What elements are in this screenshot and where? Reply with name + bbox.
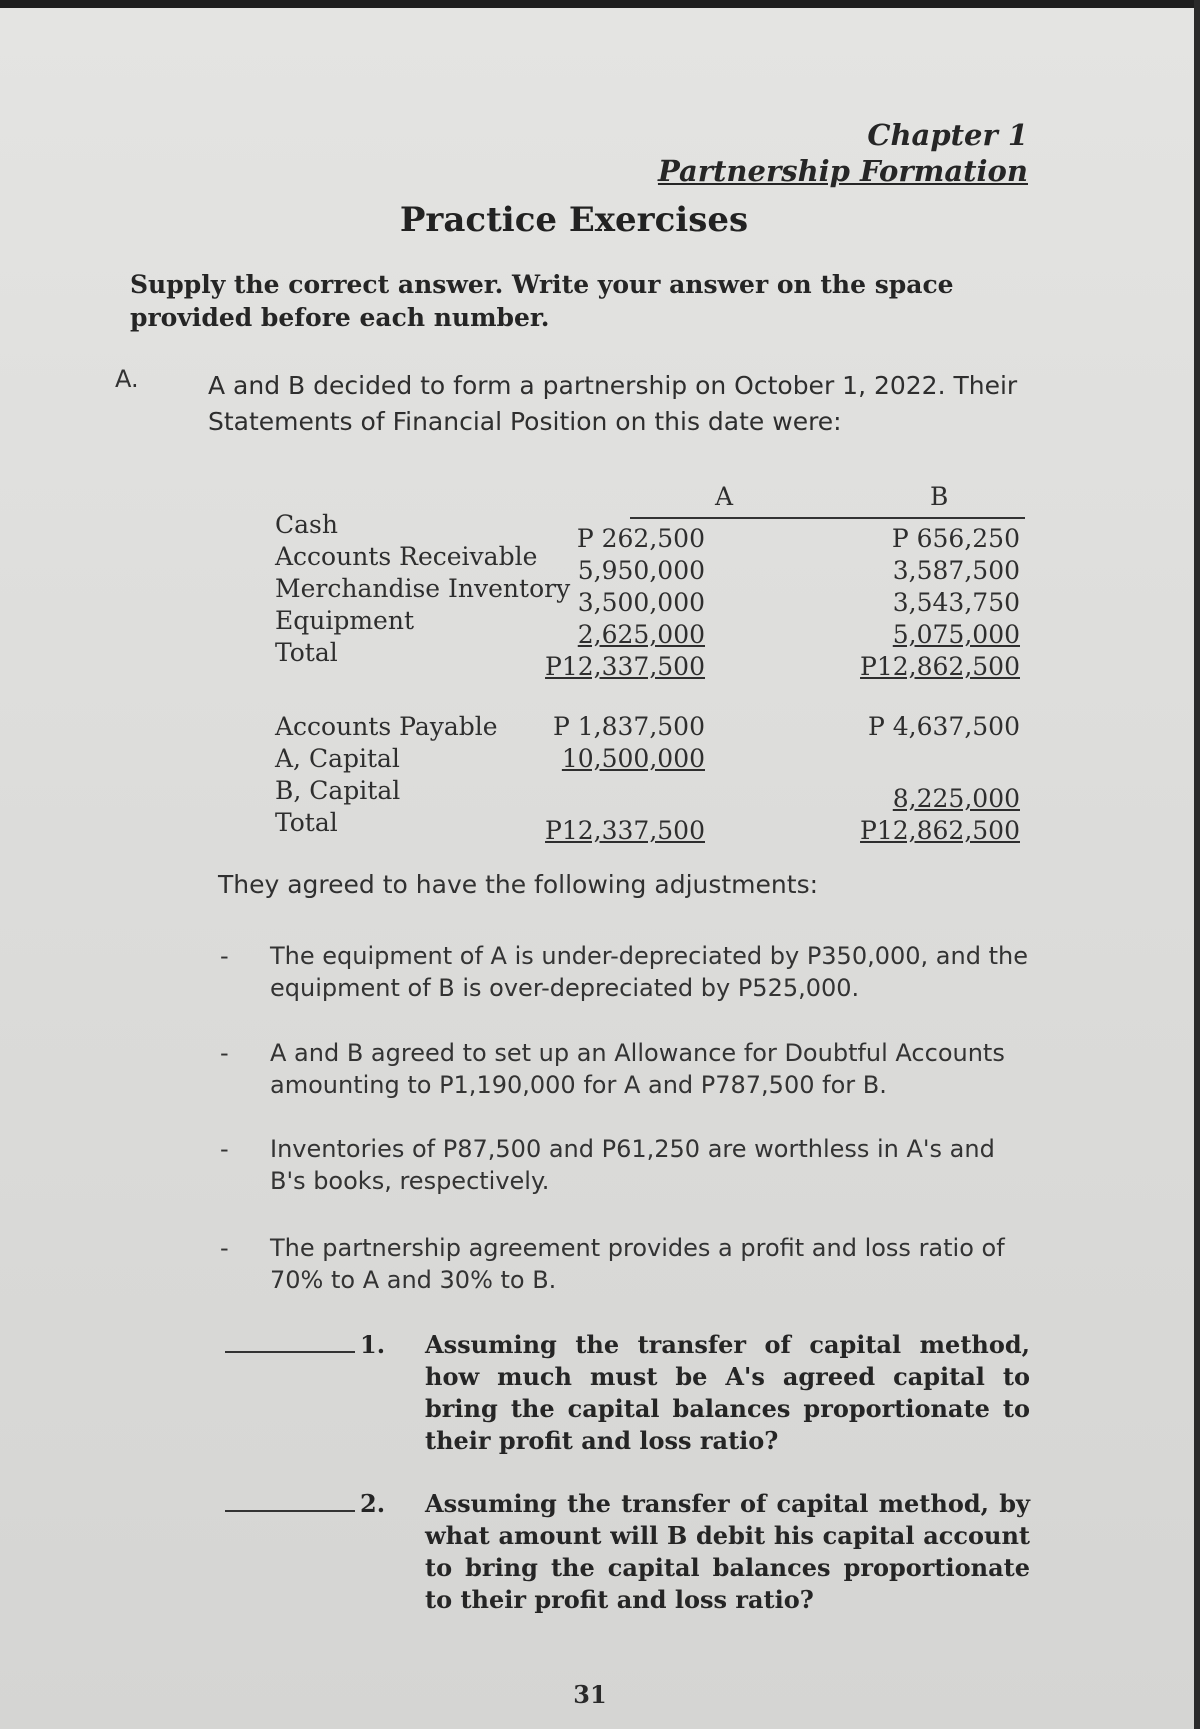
- chapter-header: [658, 118, 1028, 188]
- value-b: 5,075,000: [892, 620, 1020, 649]
- bullet-dash: -: [220, 1135, 229, 1163]
- value-b: 3,587,500: [892, 556, 1020, 585]
- row-label: A, Capital: [275, 744, 400, 773]
- adjustments-intro: They agreed to have the following adjustments:: [218, 870, 819, 899]
- value-b: P12,862,500: [860, 816, 1020, 845]
- value-a: 5,950,000: [577, 556, 705, 585]
- page-title: Practice Exercises: [399, 200, 749, 240]
- bullet-dash: -: [220, 1234, 229, 1262]
- table-row: [275, 744, 1030, 776]
- value-b: 3,543,750: [892, 588, 1020, 617]
- adjustment-text: The partnership agreement provides a profit and loss ratio of 70% to A and 30% to B.: [270, 1234, 1005, 1294]
- question-text: Assuming the transfer of capital method, by what amount will B debit his capital account to bring the capital balances proportionate to their profit and loss ratio?: [425, 1489, 1030, 1614]
- row-label: Equipment: [275, 606, 415, 635]
- page-right-edge: [1194, 0, 1200, 1729]
- answer-blank[interactable]: [225, 1351, 355, 1353]
- column-header-a: A: [715, 482, 734, 511]
- value-a: 10,500,000: [561, 744, 705, 773]
- value-a: 3,500,000: [577, 588, 705, 617]
- question-number: 2.: [360, 1489, 386, 1518]
- adjustment-text: The equipment of A is under-depreciated by P350,000, and the equipment of B is over-depreciated by P525,000.: [270, 942, 1028, 1002]
- row-label: Cash: [275, 510, 338, 539]
- value-b: P 4,637,500: [867, 712, 1020, 741]
- table-row: [275, 606, 1030, 652]
- section-label: A.: [115, 365, 139, 393]
- value-a: 2,625,000: [577, 620, 705, 649]
- answer-blank[interactable]: [225, 1510, 355, 1512]
- value-b: 8,225,000: [892, 784, 1020, 813]
- question-number: 1.: [360, 1330, 386, 1359]
- page-top-edge: [0, 0, 1200, 8]
- value-a: P 1,837,500: [552, 712, 705, 741]
- adjustment-text: Inventories of P87,500 and P61,250 are worthless in A's and B's books, respectively.: [270, 1135, 995, 1195]
- section-intro: A and B decided to form a partnership on October 1, 2022. Their Statements of Financial Position on this date were:: [208, 371, 1018, 436]
- question-text: Assuming the transfer of capital method, how much must be A's agreed capital to bring the capital balances proportionate to their profit and loss ratio?: [425, 1330, 1030, 1455]
- bullet-dash: -: [220, 942, 229, 970]
- chapter-subtitle: Partnership Formation: [657, 154, 1028, 188]
- page-number: 31: [573, 1680, 607, 1709]
- chapter-label: Chapter 1: [867, 118, 1028, 152]
- column-header-b: B: [930, 482, 949, 511]
- value-a: P12,337,500: [545, 816, 705, 845]
- value-b: P 656,250: [891, 524, 1020, 553]
- row-label: Total: [275, 638, 338, 667]
- row-label: B, Capital: [275, 776, 401, 805]
- table-row: [275, 776, 1030, 813]
- table-row-total: [275, 808, 1030, 845]
- value-b: P12,862,500: [860, 652, 1020, 681]
- table-row-total: [275, 638, 1030, 684]
- instructions: Supply the correct answer. Write your answer on the space provided before each number.: [130, 270, 954, 332]
- row-label: Accounts Payable: [275, 712, 498, 741]
- row-label: Accounts Receivable: [275, 542, 538, 571]
- value-a: P 262,500: [576, 524, 705, 553]
- value-a: P12,337,500: [545, 652, 705, 681]
- row-label: Merchandise Inventory: [275, 574, 571, 603]
- row-label: Total: [275, 808, 338, 837]
- table-row: [275, 712, 1030, 744]
- adjustment-text: A and B agreed to set up an Allowance for Doubtful Accounts amounting to P1,190,000 for A and P787,500 for B.: [270, 1039, 1005, 1099]
- bullet-dash: -: [220, 1039, 229, 1067]
- header-rule: [630, 517, 1025, 519]
